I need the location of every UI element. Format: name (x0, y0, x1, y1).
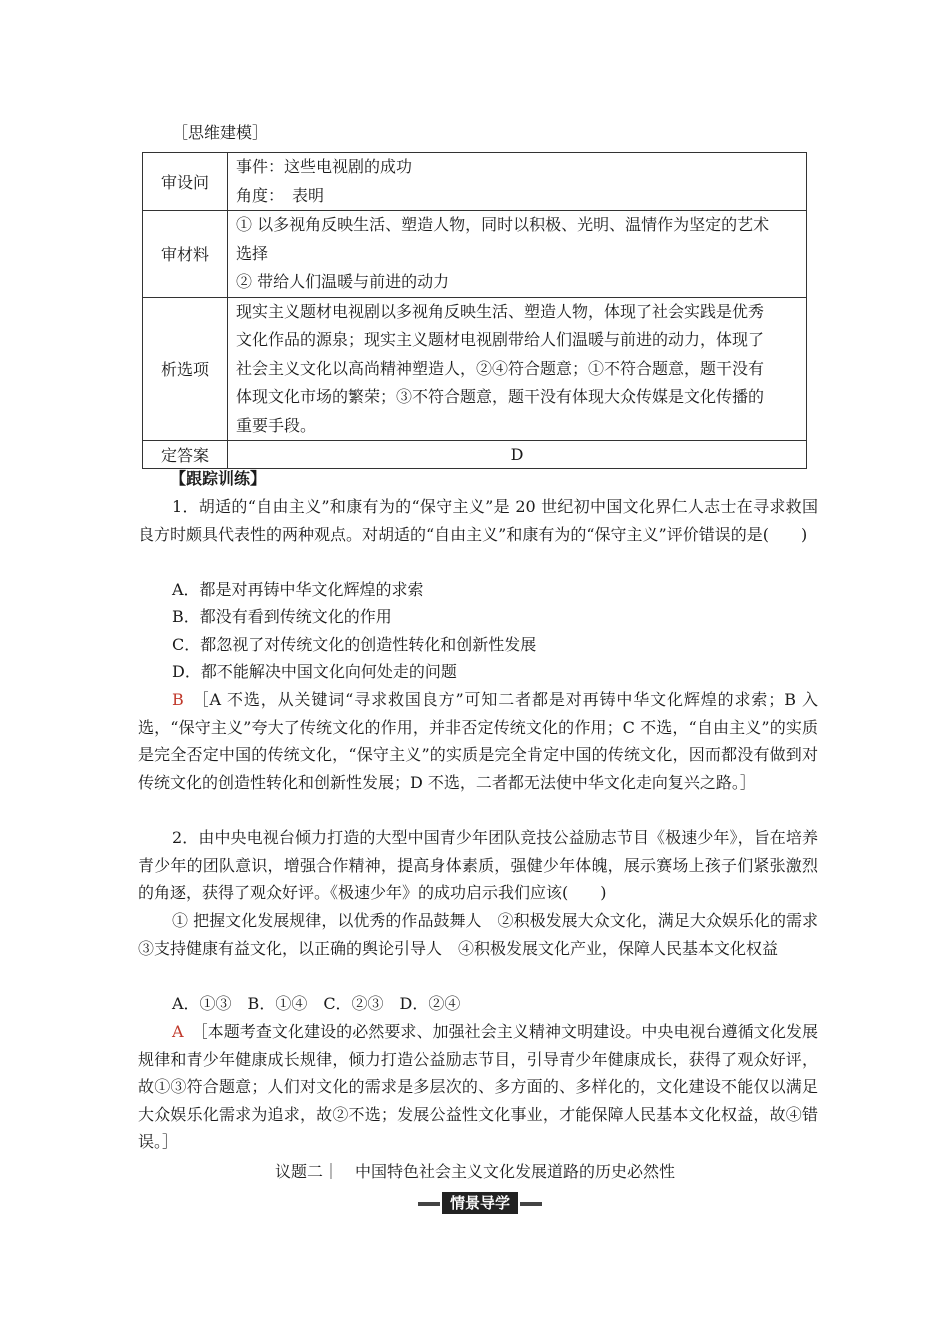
row-head: 审材料 (143, 211, 228, 298)
row-body (228, 297, 807, 441)
table-row (143, 441, 807, 469)
banner-right-bar (520, 1202, 542, 1206)
row-line: 现实主义题材电视剧以多视角反映生活、塑造人物，体现了社会实践是优秀 (236, 301, 765, 321)
row-line: ① 以多视角反映生活、塑造人物，同时以积极、光明、温情作为坚定的艺术 (236, 215, 770, 234)
row-line: ② 带给人们温暖与前进的动力 (236, 272, 450, 291)
question-2-items: ① 把握文化发展规律，以优秀的作品鼓舞人 ②积极发展大众文化，满足大众娱乐化的需求 ③支持健康有益文化，以正确的舆论引导人 ④积极发展文化产业，保障人民基本文化权益 (138, 911, 835, 958)
row-line: 重要手段。 (236, 415, 317, 435)
question-1-answer (138, 686, 818, 796)
row-head: 定答案 (143, 441, 228, 469)
question-2-stem: 2．由中央电视台倾力打造的大型中国青少年团队竞技公益励志节目《极速少年》，旨在培养青少年的团队意识，增强合作精神，提高身体素质，强健少年体魄，展示赛场上孩子们紧张激烈的角逐，获得了观众好评。《极速少年》的成功启示我们应该( ) (138, 828, 818, 902)
table-row (143, 153, 807, 211)
row-head: 审设问 (143, 153, 228, 211)
question-1-option-d: D．都不能解决中国文化向何处走的问题 (172, 662, 457, 681)
answer-explanation: ［A 不选，从关键词“寻求救国良方”可知二者都是对再铸中华文化辉煌的求索；B 入选，“保守主义”夸大了传统文化的作用，并非否定传统文化的作用；C 不选，“自由主义”的实质是完全否定中国的传统文化，“保守主义”的实质是完全肯定中国的传统文化，因而都没有做到对传统文化的创造性转化和创新性发展；D 不选，二者都无法使中华文化走向复兴之路。］ (138, 690, 818, 792)
scenario-banner (418, 1192, 542, 1214)
row-body (228, 211, 807, 298)
question-2-options: A．①③ B．①④ C．②③ D．②④ (172, 994, 461, 1013)
row-line: 角度： 表明 (236, 185, 325, 205)
row-head: 析选项 (143, 297, 228, 441)
final-answer: D (228, 441, 807, 469)
row-line: 文化作品的源泉；现实主义题材电视剧带给人们温暖与前进的动力，体现了 (236, 330, 765, 349)
question-1-stem: 1．胡适的“自由主义”和康有为的“保守主义”是 20 世纪初中国文化界仁人志士在寻求救国良方时颇具代表性的两种观点。对胡适的“自由主义”和康有为的“保守主义”评价错误的是( ) (138, 497, 818, 544)
row-line: 事件：这些电视剧的成功 (236, 157, 413, 176)
answer-letter: B (172, 690, 184, 709)
table-row (143, 211, 807, 298)
row-line: 社会主义文化以高尚精神塑造人，②④符合题意；①不符合题意，题干没有 (236, 358, 765, 378)
section-title: 【跟踪训练】 (170, 469, 267, 488)
table-row (143, 297, 807, 441)
question-2-answer (138, 1018, 818, 1156)
answer-letter: A (172, 1022, 184, 1041)
row-line: 体现文化市场的繁荣；③不符合题意，题干没有体现大众传媒是文化传播的 (236, 387, 765, 406)
row-line: 选择 (236, 243, 269, 263)
question-1-option-b: B．都没有看到传统文化的作用 (172, 607, 392, 626)
question-1-option-a: A．都是对再铸中华文化辉煌的求索 (172, 580, 424, 599)
thinking-model-label: ［思维建模］ (172, 123, 269, 142)
banner-left-bar (418, 1202, 440, 1206)
row-body (228, 153, 807, 211)
question-1-option-c: C．都忽视了对传统文化的创造性转化和创新性发展 (172, 635, 537, 654)
topic-title: 议题二｜ 中国特色社会主义文化发展道路的历史必然性 (274, 1162, 675, 1181)
thinking-model-table (142, 152, 807, 469)
banner-label: 情景导学 (442, 1192, 518, 1214)
answer-explanation: ［本题考查文化建设的必然要求、加强社会主义精神文明建设。中央电视台遵循文化发展规律和青少年健康成长规律，倾力打造公益励志节目，引导青少年健康成长，获得了观众好评，故①③符合题意；人们对文化的需求是多层次的、多方面的、多样化的，文化建设不能仅以满足大众娱乐化需求为追求，故②不选；发展公益性文化事业，才能保障人民基本文化权益，故④错误。］ (138, 1022, 818, 1151)
